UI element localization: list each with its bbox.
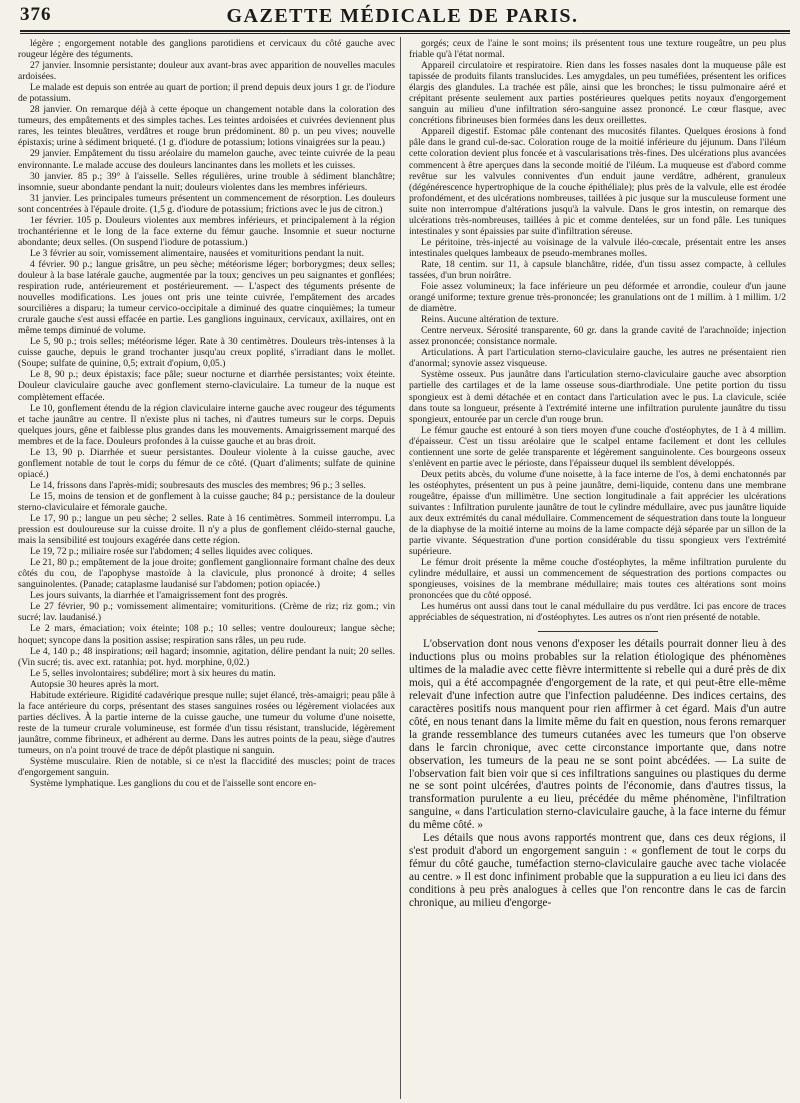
paragraph: 4 février. 90 p.; langue grisâtre, un peu sèche; météorisme léger; borborygmes; deux selles; douleur à la base latérale gauche, augmentée par la toux; gencives un peu saignantes et gonflées; respiration rude, antérieurement et postérieurement. — L'aspect des téguments présente de nouvelles modifications. Les joues ont pris une teinte cuivrée, l'empâtement des arcades sourcilières a disparu; la tumeur cervico-occipitale a diminué des quatre cinquièmes; la tumeur crurale gauche s'est aussi effacée en partie. Les ganglions inguinaux, cervicaux, axillaires, ont en même temps diminué de volume. xyxy=(18,258,395,337)
right-column xyxy=(409,38,786,1100)
paragraph: Le fémur gauche est entouré à son tiers moyen d'une couche d'ostéophytes, de 1 à 4 millim. d'épaisseur. C'est un tissu aréolaire que le scalpel entame facilement et dont les cellules contiennent une sorte de gelée transparente et légèrement sanguinolente. Ces bourgeons osseux s'enlèvent en partie avec le périoste, dans l'épaisseur duquel ils semblent développés. xyxy=(409,424,786,469)
paragraph: 30 janvier. 85 p.; 39° à l'aisselle. Selles régulières, urine trouble à sédiment blanchâtre; insomnie, sueur abondante pendant la nuit; douleurs violentes dans les membres inférieurs. xyxy=(18,170,395,193)
page-header xyxy=(20,4,785,28)
paragraph: Appareil circulatoire et respiratoire. Rien dans les fosses nasales dont la muqueuse pâle est tapissée de produits filants translucides. Les amygdales, un peu tuméfiées, présentent les orifices élargis des glandules. La trachée est pâle, ainsi que les bronches; le tissu pulmonaire aéré et crépitant présente seulement aux parties postérieures quelques petits noyaux d'engorgement sanguin au milieu d'une infiltration séro-sanguine assez prononcé. Le cœur flasque, avec concrétions fibrineuses bien formées dans les deux oreillettes. xyxy=(409,60,786,127)
journal-title: GAZETTE MÉDICALE DE PARIS. xyxy=(226,5,579,27)
paragraph: Rate, 18 centim. sur 11, à capsule blanchâtre, ridée, d'un tissu assez compacte, à cellules tassées, d'un brun noirâtre. xyxy=(409,258,786,281)
autopsy-continuation xyxy=(409,38,786,623)
paragraph: Le 8, 90 p.; deux épistaxis; face pâle; sueur nocturne et diarrhée persistantes; voix éteinte. Douleur claviculaire gauche avec gonflement sterno-claviculaire. La tumeur de la nuque est complètement effacée. xyxy=(18,369,395,403)
paragraph: Le 10, gonflement étendu de la région claviculaire interne gauche avec rougeur des téguments et tache jaunâtre au centre. Il n'existe plus ni taches, ni d'autres tumeurs sur le corps. Depuis quelques jours, gêne et faiblesse plus grandes dans les mouvements. Amaigrissement marqué des membres et de la face. Douleurs profondes à la cuisse gauche et au bras droit. xyxy=(18,402,395,447)
paragraph: gorgés; ceux de l'aine le sont moins; ils présentent tous une texture rougeâtre, un peu plus friable qu'à l'état normal. xyxy=(409,38,786,61)
paragraph: Les humérus ont aussi dans tout le canal médullaire du pus verdâtre. Ici pas encore de traces appréciables de séquestration, ni d'ostéophytes. Les autres os n'ont rien présenté de notable. xyxy=(409,601,786,624)
paragraph: Autopsie 30 heures après la mort. xyxy=(30,678,159,690)
left-column xyxy=(18,38,395,1100)
paragraph: Deux petits abcès, du volume d'une noisette, à la face interne de l'os, à demi enchatonnés par les ostéophytes, présentent un pus à peine jaunâtre, demi-liquide, contenu dans une membrane rougeâtre, épaisse d'un millimètre. Une section longitudinale a fait apprécier les ulcérations suivantes : Infiltration purulente jaunâtre de tout le cylindre médullaire, avec pus jaunâtre liquide aux deux extrémités du canal médullaire. Commencement de séquestration dans toute la longueur de la diaphyse de la moitié interne au moins de la lame compacte déjà séparée par un sillon de la partie vivante. Séquestration d'une portion considérable du tissu spongieux vers l'extrémité supérieure. xyxy=(409,468,786,558)
paragraph: 29 janvier. Empâtement du tissu aréolaire du mamelon gauche, avec teinte cuivrée de la peau environnante. Le malade accuse des douleurs lancinantes dans les mollets et les cuisses. xyxy=(18,148,395,171)
paragraph: Le 13, 90 p. Diarrhée et sueur persistantes. Douleur violente à la cuisse gauche, avec gonflement notable de tout le corps du fémur de ce côté. (Quart d'aliments; sulfate de quinine opiacé.) xyxy=(18,446,395,480)
paragraph: L'observation dont nous venons d'exposer les détails pourrait donner lieu à des inductions plus ou moins probables sur la relation étiologique des phénomènes ultimes de la maladie avec cette fièvre intermittente si rebelle qui a duré près de dix mois, qui a été accompagnée d'engorgement de la rate, et qui peut-être elle-même relevait d'une infection autre que l'infection paludéenne. Des indices certains, des caractères positifs nous manquent pour rien affirmer à cet égard. Mais d'un autre côté, en nous tenant dans la limite même du fait en question, nous ferons remarquer la grande ressemblance des tumeurs cutanées avec les tumeurs que l'on observe dans le farcin chronique, avec cette circonstance importante que, dans notre observation, les tumeurs de la peau ne se sont point abcédées. — La suite de l'observation fait bien voir que si ces infiltrations sanguines ou plastiques du derme ne se sont point ulcérées, d'autres points de l'économie, dans d'autres tissus, la transformation purulente a eu lieu, précédée du même phénomène, l'infiltration sanguine, « dans l'articulation sterno-claviculaire gauche, à la face interne du fémur du même côté. » xyxy=(409,638,786,832)
paragraph: Système musculaire. Rien de notable, si ce n'est la flaccidité des muscles; point de traces d'engorgement sanguin. xyxy=(18,756,395,779)
paragraph: Le 4, 140 p.; 48 inspirations; œil hagard; insomnie, agitation, délire pendant la nuit; 20 selles. (Vin sucré; tis. avec ext. ratanhia; pot. hyd. morphine, 0,02.) xyxy=(18,645,395,668)
paragraph: Le fémur droit présente la même couche d'ostéophytes, la même infiltration purulente du cylindre médullaire, et aussi un commencement de séquestration des portions compactes ou spongieuses, voisines de la membrane médullaire; mais toutes ces altérations sont moins prononcées que du côté opposé. xyxy=(409,557,786,602)
column-divider xyxy=(400,37,401,1099)
paragraph: Les jours suivants, la diarrhée et l'amaigrissement font des progrès. xyxy=(30,590,288,602)
paragraph: Le 3 février au soir, vomissement alimentaire, nausées et vomituritions pendant la nuit. xyxy=(30,247,364,259)
paragraph: Le 14, frissons dans l'après-midi; soubresauts des muscles des membres; 96 p.; 3 selles. xyxy=(30,479,366,491)
section-separator xyxy=(538,631,658,632)
paragraph: Centre nerveux. Sérosité transparente, 60 gr. dans la grande cavité de l'arachnoïde; injection assez prononcée; consistance normale. xyxy=(409,325,786,348)
paragraph: 27 janvier. Insomnie persistante; douleur aux avant-bras avec apparition de nouvelles macules ardoisées. xyxy=(18,60,395,83)
paragraph: Le 5, selles involontaires; subdélire; mort à six heures du matin. xyxy=(30,667,276,679)
page-number: 376 xyxy=(20,4,52,25)
paragraph: Le 2 mars, émaciation; voix éteinte; 108 p.; 10 selles; ventre douloureux; langue sèche; hoquet; syncope dans la position assise; respiration sans râles, un peu rude. xyxy=(18,623,395,646)
paragraph: Reins. Aucune altération de texture. xyxy=(421,314,559,326)
paragraph: Système lymphatique. Les ganglions du cou et de l'aisselle sont encore en- xyxy=(30,778,317,790)
paragraph: Le 15, moins de tension et de gonflement à la cuisse gauche; 84 p.; persistance de la douleur sterno-claviculaire et fémorale gauche. xyxy=(18,490,395,513)
paragraph: légère ; engorgement notable des ganglions parotidiens et cervicaux du côté gauche avec rougeur légère des téguments. xyxy=(18,38,395,61)
paragraph: Les détails que nous avons rapportés montrent que, dans ces deux régions, il s'est produit d'abord un engorgement sanguin : « gonflement de tout le corps du fémur du côté gauche, tuméfaction sterno-claviculaire gauche avec tache violacée au centre. » Il est donc infiniment probable que la suppuration a eu lieu ici dans des conditions à peu près analogues à celles que l'on rencontre dans le cas de farcin chronique, au milieu d'engorge- xyxy=(409,832,786,909)
paragraph: Le 27 février, 90 p.; vomissement alimentaire; vomituritions. (Crème de riz; riz gom.; vin sucré; lav. laudanisé.) xyxy=(18,601,395,624)
paragraph: Le malade est depuis son entrée au quart de portion; il prend depuis deux jours 1 gr. de l'iodure de potassium. xyxy=(18,82,395,105)
paragraph: 28 janvier. On remarque déjà à cette époque un changement notable dans la coloration des tumeurs, des empâtements et des simples taches. Les teintes ardoisées et cuivrées deviennent plus rares, les teintes bleuâtres, verdâtres et rouge brun prédominent. 80 p. un peu vives; nouvelle épistaxis; urine à sédiment briqueté. (1 g. d'iodure de potassium; lotions vinaigrées sur la peau.) xyxy=(18,104,395,149)
paragraph: Le 21, 80 p.; empâtement de la joue droite; gonflement ganglionnaire formant chaîne des deux côtés du cou, de l'apophyse mastoïde à la clavicule, plus prononcé à droite; 4 selles sanguinolentes. (Panade; cataplasme laudanisé sur l'abdomen; potion opiacée.) xyxy=(18,557,395,591)
header-rule xyxy=(20,30,790,32)
paragraph: Système osseux. Pus jaunâtre dans l'articulation sterno-claviculaire gauche avec absorption partielle des cartilages et de la lame osseuse sous-diarthrodiale. Une petite portion du tissu spongieux est à demi détachée et en contact dans l'articulation avec le pus. La clavicule, sciée dans toute sa longueur, présente à l'extrémité interne une infiltration purulente jaunâtre du tissu spongieux, entourée par un cercle d'un rouge brun. xyxy=(409,369,786,425)
paragraph: Le 19, 72 p.; miliaire rosée sur l'abdomen; 4 selles liquides avec coliques. xyxy=(30,546,313,558)
paragraph: Appareil digestif. Estomac pâle contenant des mucosités filantes. Quelques érosions à fond pâle dans le grand cul-de-sac. Coloration rouge de la moitié inférieure du jéjunum. Dans l'iléum cette coloration devient plus foncée et à vascularisations très-fines. Des ulcérations plus avancées commencent à être aperçues dans la seconde moitié de l'iléum. La muqueuse est d'abord comme revêtue sur les valvules conniventes d'un enduit jaune verdâtre, adhérent, granuleux (dégénérescence hypertrophique de la couche épithéliale); plus près de la valvule, elle est érodée profondément, et des ulcérations nombreuses, taillées à pic jusque sur la musculeuse forment une suite non interrompue d'altérations jusqu'à la valvule. Dans le gros intestin, on remarque des ulcérations très-nombreuses, taillées à pic et comme dentelées, sur un fond pâle. Les tuniques intestinales y sont épaissies par suite d'infiltration séreuse. xyxy=(409,126,786,237)
paragraph: Le péritoine, très-injecté au voisinage de la valvule iléo-cœcale, présentait entre les anses intestinales quelques lambeaux de pseudo-membranes molles. xyxy=(409,236,786,259)
paragraph: Articulations. À part l'articulation sterno-claviculaire gauche, les autres ne présentaient rien d'anormal; synovie assez visqueuse. xyxy=(409,347,786,370)
paragraph: Le 17, 90 p.; langue un peu sèche; 2 selles. Rate à 16 centimètres. Sommeil interrompu. La pression est douloureuse sur la cuisse droite. Il n'y a plus de gonflement cléido-sternal gauche, mais la sensibilité est toujours exagérée dans cette région. xyxy=(18,513,395,547)
commentary-section xyxy=(409,638,786,909)
paragraph: 31 janvier. Les principales tumeurs présentent un commencement de résorption. Les douleurs sont concentrées à l'épaule droite. (1,5 g. d'iodure de potassium; frictions avec le jus de citron.) xyxy=(18,192,395,215)
paragraph: 1er février. 105 p. Douleurs violentes aux membres inférieurs, et principalement à la région trochantérienne et le long de la face externe du fémur gauche. Insomnie et sueur nocturne abondante; deux selles. (On suspend l'iodure de potassium.) xyxy=(18,214,395,248)
header-rule-thin xyxy=(20,33,790,34)
paragraph: Habitude extérieure. Rigidité cadavérique presque nulle; sujet élancé, très-amaigri; peau pâle à la face antérieure du corps, présentant des stases sanguines rosées ou légèrement violacées aux parties déclives. À la partie interne de la cuisse gauche, une tumeur du volume d'une noisette, reste de la tumeur crurale volumineuse, est formée d'un tissu résistant, translucide, légèrement jaunâtre, comme fibrineux, et adhérent au derme. Dans les autres points de la peau, siège d'autres tumeurs, on n'a point trouvé de trace de dépôt plastique ni sanguin. xyxy=(18,689,395,756)
paragraph: Le 5, 90 p.; trois selles; météorisme léger. Rate à 30 centimètres. Douleurs très-intenses à la cuisse gauche, depuis le grand trochanter jusqu'au creux poplité, s'irradiant dans le mollet. (Soupe; sulfate de quinine, 0,5; extrait d'opium, 0,05.) xyxy=(18,336,395,370)
paragraph: Foie assez volumineux; la face inférieure un peu déformée et arrondie, couleur d'un jaune orangé uniforme; texture grenue très-prononcée; les granulations ont de 1 millim. à 1 millim. 1/2 de diamètre. xyxy=(409,281,786,315)
